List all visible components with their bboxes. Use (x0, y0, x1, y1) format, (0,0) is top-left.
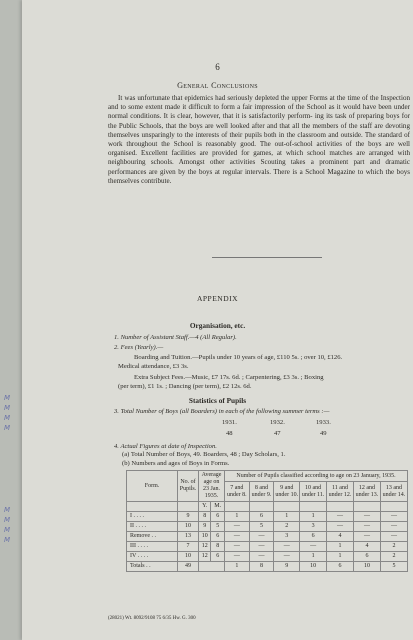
fees-line: 2. Fees (Yearly).— (114, 344, 164, 351)
para-line: to which the boys themselves contribute. (108, 167, 410, 185)
band-cell: — (327, 522, 354, 532)
year-1931: 1931. (222, 419, 237, 426)
age-years-cell: 10 (199, 532, 211, 542)
assistant-staff-line: 1. Number of Assistant Staff.—4 (All Regular). (114, 334, 237, 341)
count-1932: 47 (274, 430, 281, 437)
band-cell: — (225, 532, 250, 542)
margin-mark: M (4, 536, 11, 544)
band-cell: 6 (353, 552, 380, 562)
form-label: III . . . . (127, 542, 178, 552)
band-cell: — (380, 512, 407, 522)
pupils-cell: 10 (178, 522, 199, 532)
total-band-cell: 5 (380, 562, 407, 572)
total-band-cell: 10 (353, 562, 380, 572)
age-months-cell: 6 (211, 532, 225, 542)
section-heading: General Conclusions (177, 81, 258, 90)
table-row (127, 532, 408, 542)
band-cell: — (225, 542, 250, 552)
band-cell: 1 (327, 542, 354, 552)
band-cell: 6 (249, 512, 274, 522)
band-cell: — (300, 542, 327, 552)
margin-mark: M (4, 394, 11, 402)
statistics-heading: Statistics of Pupils (188, 396, 247, 405)
band-cell: — (225, 552, 250, 562)
page-number: 6 (215, 62, 220, 72)
totals-row (127, 562, 408, 572)
band-cell: — (380, 522, 407, 532)
form-label: IV . . . . (127, 552, 178, 562)
band-cell: — (274, 552, 300, 562)
form-label: Remove . . (127, 532, 178, 542)
band-cell: — (249, 542, 274, 552)
divider (212, 257, 322, 258)
form-label: I . . . . (127, 512, 178, 522)
para-line: ing its task of preparing boys for the Public Schools, that the boys are (108, 112, 410, 130)
total-number-line: (a) Total Number of Boys, 49. Boarders, 48 ; Day Scholars, 1. (122, 451, 286, 458)
table-row (127, 542, 408, 552)
band-cell: — (380, 532, 407, 542)
year-1933: 1933. (316, 419, 331, 426)
col-group: Number of Pupils classified according to age on 23 January, 1935. (225, 471, 408, 482)
band-cell: 1 (225, 512, 250, 522)
table-row (127, 512, 408, 522)
unit-years: Y. (199, 502, 211, 512)
band-cell: — (225, 522, 250, 532)
band-cell: 3 (274, 532, 300, 542)
total-band-cell: 9 (274, 562, 300, 572)
col-age: Average age on 23 Jan. 1935. (199, 471, 225, 502)
forms-line: (b) Numbers and ages of Boys in Forms. (122, 460, 230, 467)
table-row (127, 522, 408, 532)
document-page (22, 0, 413, 640)
para-line: It was unfortunate that epidemics had seriously depleted the upper (118, 94, 310, 102)
margin-mark: M (4, 506, 11, 514)
age-years-cell: 8 (199, 512, 211, 522)
age-band: 10 and under 11. (300, 482, 327, 502)
boarding-fees-line: Boarding and Tuition.—Pupils under 10 years of age, £110 5s. ; over 10, £126. (134, 354, 343, 361)
para-line: are given by the boys at regular intervals. There is a School Magazine (148, 167, 358, 176)
age-years-cell: 12 (199, 542, 211, 552)
total-boys-line: 3. Total Number of Boys (all Boarders) in each of the following summer terms :— (114, 408, 330, 415)
age-band: 7 and under 8. (225, 482, 250, 502)
actual-figures-line: 4. Actual Figures at date of Inspection. (114, 443, 217, 450)
age-months-cell: 6 (211, 552, 225, 562)
count-1931: 48 (226, 430, 233, 437)
band-cell: 1 (274, 512, 300, 522)
margin-mark: M (4, 414, 11, 422)
band-cell: 6 (300, 532, 327, 542)
table-header-row (127, 471, 408, 482)
total-band-cell: 8 (249, 562, 274, 572)
form-label: II . . . . (127, 522, 178, 532)
age-months-cell: 8 (211, 542, 225, 552)
band-cell: 2 (380, 552, 407, 562)
conclusions-paragraph (108, 94, 410, 186)
age-band: 9 and under 10. (274, 482, 300, 502)
para-line: Forms at the time of the Inspection and to some extent made it difficult (108, 94, 410, 112)
band-cell: — (274, 542, 300, 552)
band-cell: 1 (327, 552, 354, 562)
age-band: 12 and under 13. (353, 482, 380, 502)
extra-fees-line-2: (per term), £1 1s. ; Dancing (per term), £2 12s. 6d. (118, 383, 252, 390)
margin-mark: M (4, 424, 11, 432)
print-footer: (28021) Wt. 8092/9108 75 6/35 Hw. G. 300 (108, 616, 196, 621)
margin-mark: M (4, 516, 11, 524)
margin-mark: M (4, 404, 11, 412)
band-cell: 2 (274, 522, 300, 532)
col-form: Form. (127, 471, 178, 502)
band-cell: — (353, 512, 380, 522)
para-line: themselves unsparingly to the interests of their pupils both in the (108, 130, 298, 139)
organisation-heading: Organisation, etc. (189, 321, 246, 330)
total-pupils-cell: 49 (178, 562, 199, 572)
margin-mark: M (4, 526, 11, 534)
band-cell: 1 (300, 512, 327, 522)
band-cell: 3 (300, 522, 327, 532)
forms-table (126, 470, 408, 572)
band-cell: — (353, 522, 380, 532)
totals-label: Totals . . (127, 562, 178, 572)
year-1932: 1932. (270, 419, 285, 426)
age-years-cell: 12 (199, 552, 211, 562)
count-1933: 49 (320, 430, 327, 437)
para-line: matches are arranged with neighbouring schools. Amongst other (108, 149, 410, 167)
pupils-cell: 7 (178, 542, 199, 552)
total-band-cell: 10 (300, 562, 327, 572)
total-band-cell: 1 (225, 562, 250, 572)
band-cell: — (249, 532, 274, 542)
band-cell: 5 (249, 522, 274, 532)
extra-fees-line: Extra Subject Fees.—Music, £7 17s. 6d. ; Carpentering, £3 3s. ; Boxing (134, 374, 324, 381)
age-band: 11 and under 12. (327, 482, 354, 502)
para-line: well looked after and that all the members of the staff are devoting (215, 121, 410, 130)
pupils-cell: 9 (178, 512, 199, 522)
age-months-cell: 6 (211, 512, 225, 522)
band-cell: — (249, 552, 274, 562)
col-pupils: No. of Pupils. (178, 471, 199, 502)
unit-months: M. (211, 502, 225, 512)
band-cell: 1 (300, 552, 327, 562)
band-cell: — (353, 532, 380, 542)
table-row (127, 552, 408, 562)
para-line: organised. Excellent facilities are provided for games, at which school (108, 149, 330, 158)
appendix-title: APPENDIX (196, 294, 239, 303)
band-cell: 4 (327, 532, 354, 542)
medical-line: Medical attendance, £3 3s. (118, 363, 189, 370)
para-line: activities Scouting takes a prominent part and dramatic performances (108, 158, 410, 176)
para-line: reasonably good. The out-of-school activities of the boys are well (205, 140, 410, 149)
age-months-cell: 5 (211, 522, 225, 532)
para-line: to form a fair impression of the School as it would have been under (213, 103, 410, 112)
age-band: 13 and under 14. (380, 482, 407, 502)
band-cell: — (327, 512, 354, 522)
para-line: classroom and outside. The standard of work throughout the School is (108, 130, 411, 149)
pupils-cell: 10 (178, 552, 199, 562)
pupils-cell: 13 (178, 532, 199, 542)
band-cell: 4 (353, 542, 380, 552)
para-line: normal conditions. It is clear, however, that it is satisfactorily perform- (108, 112, 315, 121)
age-band: 8 and under 9. (249, 482, 274, 502)
band-cell: 2 (380, 542, 407, 552)
total-band-cell: 6 (327, 562, 354, 572)
table-units-row (127, 502, 408, 512)
age-years-cell: 9 (199, 522, 211, 532)
